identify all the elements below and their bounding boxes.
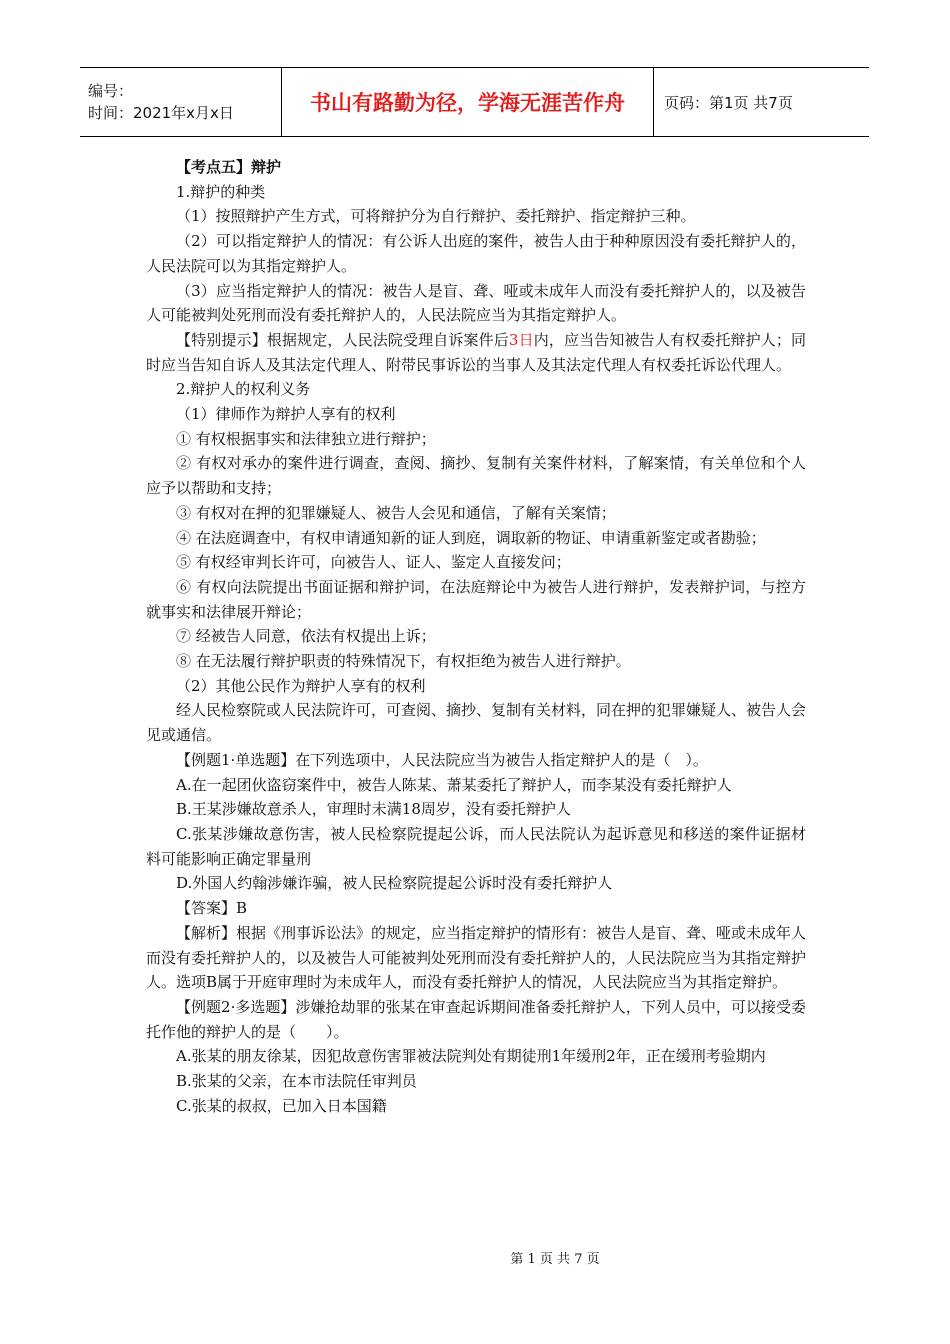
paragraph: 2.辩护人的权利义务	[176, 380, 311, 399]
paragraph: （1）按照辩护产生方式，可将辩护分为自行辩护、委托辩护、指定辩护三种。	[176, 207, 696, 226]
option-item: C.张某的叔叔，已加入日本国籍	[176, 1096, 387, 1115]
list-item: ⑧ 在无法履行辩护职责的特殊情况下，有权拒绝为被告人进行辩护。	[176, 652, 631, 671]
paragraph: （2）可以指定辩护人的情况：有公诉人出庭的案件，被告人由于种种原因没有委托辩护人的，人民法院可以为其指定辩护人。	[146, 232, 806, 275]
option-item: B.张某的父亲，在本市法院任审判员	[176, 1072, 417, 1091]
paragraph: 1.辩护的种类	[176, 182, 266, 201]
paragraph: （1）律师作为辩护人享有的权利	[176, 405, 396, 424]
list-item: ① 有权根据事实和法律独立进行辩护；	[176, 429, 436, 448]
highlight-days: 3日	[508, 330, 534, 349]
option-item: B.王某涉嫌故意杀人，审理时未满18周岁，没有委托辩护人	[176, 800, 571, 819]
page-header	[80, 67, 869, 137]
list-item: ⑤ 有权经审判长许可，向被告人、证人、鉴定人直接发问；	[176, 553, 571, 572]
paragraph: （3）应当指定辩护人的情况：被告人是盲、聋、哑或未成年人而没有委托辩护人的，以及被告人可能被判处死刑而没有委托辩护人的，人民法院应当为其指定辩护人。	[146, 281, 806, 325]
document-body	[146, 155, 806, 1118]
paragraph: （2）其他公民作为辩护人享有的权利	[176, 676, 426, 695]
page-footer	[0, 1248, 950, 1267]
page-label: 页码：第1页 共7页	[664, 93, 793, 112]
header-page-number	[654, 68, 869, 136]
option-item: C.张某涉嫌故意伤害，被人民检察院提起公诉，而人民法院认为起诉意见和移送的案件证据材料可能影响正确定罪量刑	[146, 824, 806, 868]
header-motto	[282, 68, 654, 136]
list-item: ④ 在法庭调查中，有权申请通知新的证人到庭，调取新的物证、申请重新鉴定或者勘验；	[176, 528, 766, 547]
section-title: 【考点五】辩护	[176, 158, 282, 176]
option-item: D.外国人约翰涉嫌诈骗，被人民检察院提起公诉时没有委托辩护人	[176, 874, 613, 893]
list-item: ⑥ 有权向法院提出书面证据和辩护词，在法庭辩论中为被告人进行辩护，发表辩护词，与控方就事实和法律展开辩论；	[146, 577, 806, 621]
special-note	[146, 328, 806, 377]
answer: 【答案】B	[176, 899, 248, 918]
list-item: ③ 有权对在押的犯罪嫌疑人、被告人会见和通信，了解有关案情；	[176, 503, 616, 522]
list-item: ② 有权对承办的案件进行调查，查阅、摘抄、复制有关案件材料，了解案情，有关单位和个人应予以帮助和支持；	[146, 454, 806, 498]
note-text-post: 内，应当告知被告人有权委托辩护人；同时应当告知自诉人及其法定代理人、附带民事诉讼的当事人及其法定代理人有权委托诉讼代理人。	[146, 330, 806, 374]
option-item: A.在一起团伙盗窃案件中，被告人陈某、萧某委托了辩护人，而李某没有委托辩护人	[176, 775, 732, 794]
motto-text: 书山有路勤为径，学海无涯苦作舟	[310, 91, 625, 115]
example-question: 【例题1·单选题】在下列选项中，人民法院应当为被告人指定辩护人的是（ ）。	[176, 750, 708, 769]
paragraph: 经人民检察院或人民法院许可，可查阅、摘抄、复制有关材料，同在押的犯罪嫌疑人、被告人会见或通信。	[146, 701, 807, 745]
document-number: 编号：	[88, 82, 134, 100]
option-item: A.张某的朋友徐某，因犯故意伤害罪被法院判处有期徒刑1年缓刑2年，正在缓刑考验期内	[176, 1047, 766, 1066]
document-date: 时间：2021年x月x日	[88, 104, 234, 122]
footer-page-number: 第 1 页 共 7 页	[510, 1252, 600, 1267]
example-question: 【例题2·多选题】涉嫌抢劫罪的张某在审查起诉期间准备委托辩护人，下列人员中，可以接受委托作他的辩护人的是（ ）。	[146, 997, 806, 1041]
explanation: 【解析】根据《刑事诉讼法》的规定，应当指定辩护的情形有：被告人是盲、聋、哑或未成年人而没有委托辩护人的，以及被告人可能被判处死刑而没有委托辩护人的，人民法院应当为其指定辩护人。选项B属于开庭审理时为未成年人，而没有委托辩护人的情况，人民法院应当为其指定辩护。	[146, 923, 807, 992]
note-text-pre: 【特别提示】根据规定，人民法院受理自诉案件后	[176, 330, 509, 349]
list-item: ⑦ 经被告人同意，依法有权提出上诉；	[176, 627, 436, 646]
header-meta	[80, 68, 282, 136]
